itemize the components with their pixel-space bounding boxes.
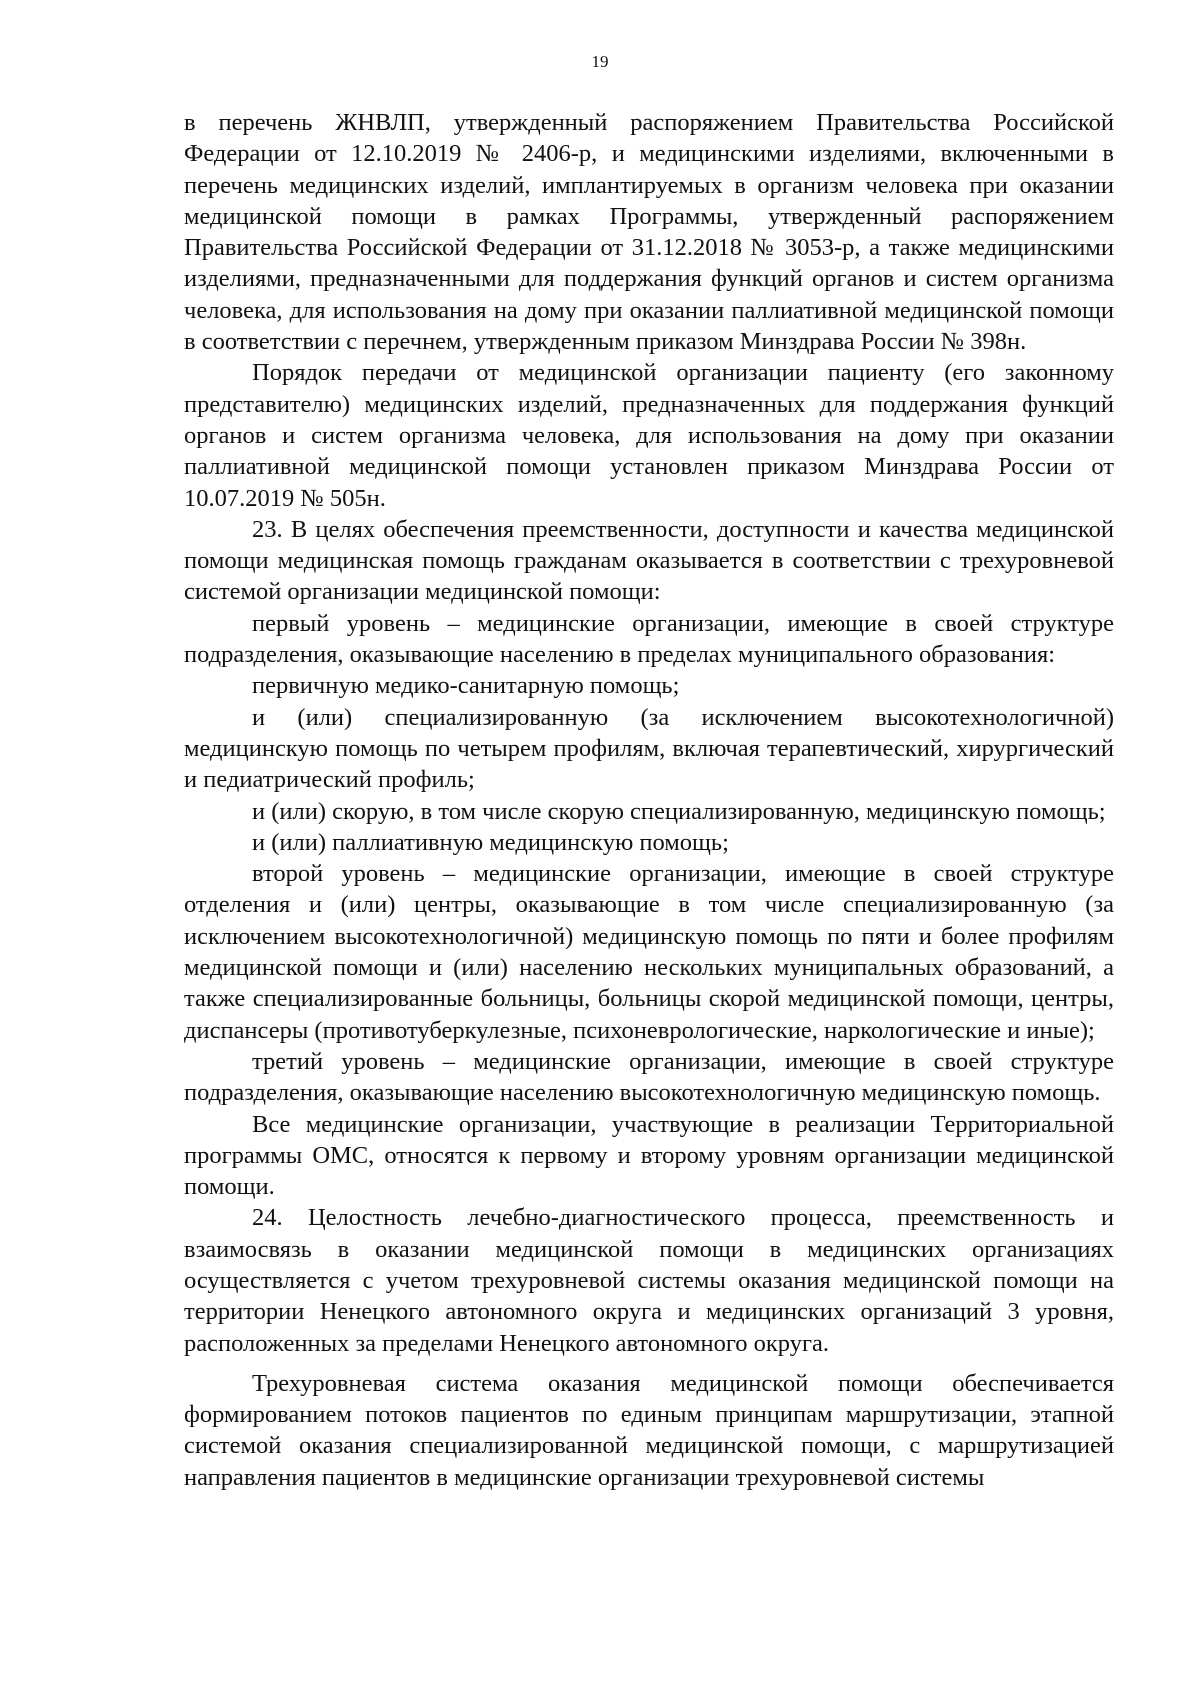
- paragraph-primary-care: первичную медико-санитарную помощь;: [252, 672, 680, 700]
- paragraph-continuation-zhnvlp: в перечень ЖНВЛП, утвержденный распоряжением Правительства Российской Федерации от 12.10.2019 № 2406-р, и медицинскими изделиями, включенными в перечень медицинских изделий, имплантируемых в организм человека при оказании медицинской помощи в рамках Программы, утвержденный распоряжением Правительства Российской Федерации от 31.12.2018 № 3053-р, а также медицинскими изделиями, предназначенными для поддержания функций органов и систем организма человека, для использования на дому при оказании паллиативной медицинской помощи в соответствии с перечнем, утвержденным приказом Минздрава России № 398н.: [184, 109, 1114, 356]
- paragraph-third-level: третий уровень – медицинские организации, имеющие в своей структуре подразделения, оказывающие населению высокотехнологичную медицинскую помощь.: [184, 1047, 1114, 1107]
- paragraph-three-level-system: Трехуровневая система оказания медицинской помощи обеспечивается формированием потоков пациентов по единым принципам маршрутизации, этапной системой оказания специализированной медицинской помощи, с маршрутизацией направления пациентов в медицинские организации трехуровневой системы: [184, 1369, 1114, 1491]
- paragraph-oms-organizations: Все медицинские организации, участвующие в реализации Территориальной программы ОМС, относятся к первому и второму уровням организации медицинской помощи.: [184, 1110, 1114, 1201]
- document-body: [184, 107, 1114, 1493]
- paragraph-item-24: 24. Целостность лечебно-диагностического процесса, преемственность и взаимосвязь в оказании медицинской помощи в медицинских организациях осуществляется с учетом трехуровневой системы оказания медицинской помощи на территории Ненецкого автономного округа и медицинских организаций 3 уровня, расположенных за пределами Ненецкого автономного округа.: [184, 1204, 1114, 1357]
- paragraph-specialized-care: и (или) специализированную (за исключением высокотехнологичной) медицинскую помощь по четырем профилям, включая терапевтический, хирургический и педиатрический профиль;: [184, 703, 1114, 794]
- paragraph-emergency-care: и (или) скорую, в том числе скорую специализированную, медицинскую помощь;: [252, 797, 1106, 825]
- paragraph-second-level: второй уровень – медицинские организации, имеющие в своей структуре отделения и (или) центры, оказывающие в том числе специализированную (за исключением высокотехнологичной) медицинскую помощь по пяти и более профилям медицинской помощи и (или) населению нескольких муниципальных образований, а также специализированные больницы, больницы скорой медицинской помощи, центры, диспансеры (противотуберкулезные, психоневрологические, наркологические и иные);: [184, 860, 1114, 1044]
- page-number: 19: [591, 52, 609, 71]
- paragraph-first-level: первый уровень – медицинские организации, имеющие в своей структуре подразделения, оказывающие населению в пределах муниципального образования:: [184, 609, 1114, 669]
- paragraph-palliative-care: и (или) паллиативную медицинскую помощь;: [252, 828, 729, 856]
- paragraph-transfer-procedure: Порядок передачи от медицинской организации пациенту (его законному представителю) медицинских изделий, предназначенных для поддержания функций органов и систем организма человека, для использования на дому при оказании паллиативной медицинской помощи установлен приказом Минздрава России от 10.07.2019 № 505н.: [184, 359, 1114, 512]
- paragraph-item-23: 23. В целях обеспечения преемственности, доступности и качества медицинской помощи медицинская помощь гражданам оказывается в соответствии с трехуровневой системой организации медицинской помощи:: [184, 515, 1114, 606]
